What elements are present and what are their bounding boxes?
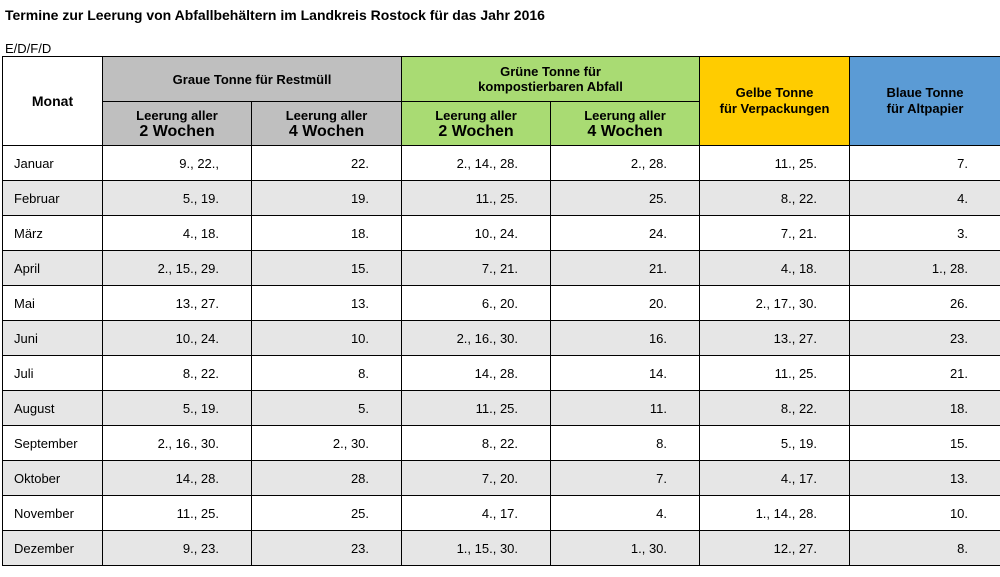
yellow-bin-cell: 13., 27. bbox=[700, 321, 850, 356]
month-cell: Dezember bbox=[3, 531, 103, 566]
header-sub-line1: Leerung aller bbox=[285, 107, 368, 123]
grey-2-weeks-cell: 10., 24. bbox=[103, 321, 252, 356]
month-cell: November bbox=[3, 496, 103, 531]
green-2-weeks-cell: 1., 15., 30. bbox=[402, 531, 551, 566]
table-row bbox=[3, 146, 1000, 181]
header-green-line1: Grüne Tonne für bbox=[500, 64, 601, 79]
month-cell: Juni bbox=[3, 321, 103, 356]
blue-bin-cell: 8. bbox=[850, 531, 1000, 566]
blue-bin-cell: 1., 28. bbox=[850, 251, 1000, 286]
table-row bbox=[3, 321, 1000, 356]
grey-4-weeks-cell: 22. bbox=[252, 146, 402, 181]
green-4-weeks-cell: 2., 28. bbox=[551, 146, 700, 181]
grey-2-weeks-cell: 2., 16., 30. bbox=[103, 426, 252, 461]
grey-2-weeks-cell: 9., 22., bbox=[103, 146, 252, 181]
grey-2-weeks-cell: 8., 22. bbox=[103, 356, 252, 391]
header-grey-4-weeks bbox=[252, 102, 402, 146]
header-sub-line1: Leerung aller bbox=[584, 107, 666, 123]
yellow-bin-cell: 8., 22. bbox=[700, 391, 850, 426]
yellow-bin-cell: 5., 19. bbox=[700, 426, 850, 461]
yellow-bin-cell: 4., 18. bbox=[700, 251, 850, 286]
blue-bin-cell: 3. bbox=[850, 216, 1000, 251]
month-cell: Mai bbox=[3, 286, 103, 321]
green-2-weeks-cell: 7., 21. bbox=[402, 251, 551, 286]
green-4-weeks-cell: 7. bbox=[551, 461, 700, 496]
table-row bbox=[3, 181, 1000, 216]
month-cell: Februar bbox=[3, 181, 103, 216]
blue-bin-cell: 7. bbox=[850, 146, 1000, 181]
table-body bbox=[3, 146, 1000, 566]
green-2-weeks-cell: 4., 17. bbox=[402, 496, 551, 531]
green-2-weeks-cell: 10., 24. bbox=[402, 216, 551, 251]
header-grey-bin: Graue Tonne für Restmüll bbox=[103, 57, 402, 102]
month-cell: August bbox=[3, 391, 103, 426]
table-row bbox=[3, 251, 1000, 286]
green-4-weeks-cell: 1., 30. bbox=[551, 531, 700, 566]
header-sub-4w: 4 Wochen bbox=[288, 122, 365, 140]
yellow-bin-cell: 1., 14., 28. bbox=[700, 496, 850, 531]
grey-2-weeks-cell: 5., 19. bbox=[103, 181, 252, 216]
header-yellow-bin bbox=[700, 57, 850, 146]
blue-bin-cell: 15. bbox=[850, 426, 1000, 461]
header-sub-4w: 4 Wochen bbox=[587, 122, 663, 140]
blue-bin-cell: 18. bbox=[850, 391, 1000, 426]
green-4-weeks-cell: 4. bbox=[551, 496, 700, 531]
yellow-bin-cell: 8., 22. bbox=[700, 181, 850, 216]
grey-4-weeks-cell: 15. bbox=[252, 251, 402, 286]
yellow-bin-cell: 11., 25. bbox=[700, 146, 850, 181]
header-month: Monat bbox=[3, 57, 103, 146]
grey-4-weeks-cell: 19. bbox=[252, 181, 402, 216]
month-cell: Juli bbox=[3, 356, 103, 391]
header-sub-line1: Leerung aller bbox=[136, 107, 218, 123]
header-yellow-line2: für Verpackungen bbox=[719, 101, 830, 116]
month-cell: Januar bbox=[3, 146, 103, 181]
header-green-line2: kompostierbaren Abfall bbox=[478, 79, 623, 94]
header-sub-line1: Leerung aller bbox=[435, 107, 517, 123]
header-sub-2w: 2 Wochen bbox=[438, 122, 514, 140]
green-2-weeks-cell: 11., 25. bbox=[402, 391, 551, 426]
yellow-bin-cell: 2., 17., 30. bbox=[700, 286, 850, 321]
header-sub-2w: 2 Wochen bbox=[139, 122, 215, 140]
blue-bin-cell: 10. bbox=[850, 496, 1000, 531]
blue-bin-cell: 4. bbox=[850, 181, 1000, 216]
green-4-weeks-cell: 21. bbox=[551, 251, 700, 286]
green-4-weeks-cell: 11. bbox=[551, 391, 700, 426]
table-row bbox=[3, 426, 1000, 461]
table-row bbox=[3, 356, 1000, 391]
header-yellow-line1: Gelbe Tonne bbox=[735, 85, 814, 100]
month-cell: Oktober bbox=[3, 461, 103, 496]
green-2-weeks-cell: 11., 25. bbox=[402, 181, 551, 216]
header-blue-bin bbox=[850, 57, 1000, 146]
green-4-weeks-cell: 16. bbox=[551, 321, 700, 356]
table-row bbox=[3, 496, 1000, 531]
blue-bin-cell: 21. bbox=[850, 356, 1000, 391]
grey-4-weeks-cell: 18. bbox=[252, 216, 402, 251]
blue-bin-cell: 26. bbox=[850, 286, 1000, 321]
grey-4-weeks-cell: 23. bbox=[252, 531, 402, 566]
table-row bbox=[3, 391, 1000, 426]
grey-2-weeks-cell: 9., 23. bbox=[103, 531, 252, 566]
header-green-bin bbox=[402, 57, 700, 102]
green-2-weeks-cell: 2., 14., 28. bbox=[402, 146, 551, 181]
grey-4-weeks-cell: 10. bbox=[252, 321, 402, 356]
grey-2-weeks-cell: 5., 19. bbox=[103, 391, 252, 426]
schedule-table bbox=[2, 56, 1000, 566]
grey-2-weeks-cell: 11., 25. bbox=[103, 496, 252, 531]
table-row bbox=[3, 286, 1000, 321]
grey-2-weeks-cell: 14., 28. bbox=[103, 461, 252, 496]
green-2-weeks-cell: 14., 28. bbox=[402, 356, 551, 391]
blue-bin-cell: 13. bbox=[850, 461, 1000, 496]
yellow-bin-cell: 12., 27. bbox=[700, 531, 850, 566]
header-grey-2-weeks bbox=[103, 102, 252, 146]
header-green-4-weeks bbox=[551, 102, 700, 146]
green-2-weeks-cell: 8., 22. bbox=[402, 426, 551, 461]
blue-bin-cell: 23. bbox=[850, 321, 1000, 356]
yellow-bin-cell: 11., 25. bbox=[700, 356, 850, 391]
grey-4-weeks-cell: 25. bbox=[252, 496, 402, 531]
month-cell: April bbox=[3, 251, 103, 286]
header-green-2-weeks bbox=[402, 102, 551, 146]
month-cell: September bbox=[3, 426, 103, 461]
header-blue-line1: Blaue Tonne bbox=[886, 85, 964, 100]
grey-4-weeks-cell: 8. bbox=[252, 356, 402, 391]
green-4-weeks-cell: 24. bbox=[551, 216, 700, 251]
table-row bbox=[3, 461, 1000, 496]
table-row bbox=[3, 216, 1000, 251]
grey-2-weeks-cell: 4., 18. bbox=[103, 216, 252, 251]
grey-2-weeks-cell: 13., 27. bbox=[103, 286, 252, 321]
green-2-weeks-cell: 2., 16., 30. bbox=[402, 321, 551, 356]
grey-4-weeks-cell: 13. bbox=[252, 286, 402, 321]
yellow-bin-cell: 4., 17. bbox=[700, 461, 850, 496]
green-4-weeks-cell: 14. bbox=[551, 356, 700, 391]
yellow-bin-cell: 7., 21. bbox=[700, 216, 850, 251]
page-subtitle: E/D/F/D bbox=[5, 41, 52, 56]
grey-2-weeks-cell: 2., 15., 29. bbox=[103, 251, 252, 286]
table-row bbox=[3, 531, 1000, 566]
header-blue-line2: für Altpapier bbox=[886, 101, 964, 116]
green-4-weeks-cell: 20. bbox=[551, 286, 700, 321]
month-cell: März bbox=[3, 216, 103, 251]
grey-4-weeks-cell: 2., 30. bbox=[252, 426, 402, 461]
green-2-weeks-cell: 6., 20. bbox=[402, 286, 551, 321]
green-4-weeks-cell: 25. bbox=[551, 181, 700, 216]
green-2-weeks-cell: 7., 20. bbox=[402, 461, 551, 496]
page-title: Termine zur Leerung von Abfallbehältern im Landkreis Rostock für das Jahr 2016 bbox=[5, 7, 545, 23]
grey-4-weeks-cell: 5. bbox=[252, 391, 402, 426]
green-4-weeks-cell: 8. bbox=[551, 426, 700, 461]
grey-4-weeks-cell: 28. bbox=[252, 461, 402, 496]
